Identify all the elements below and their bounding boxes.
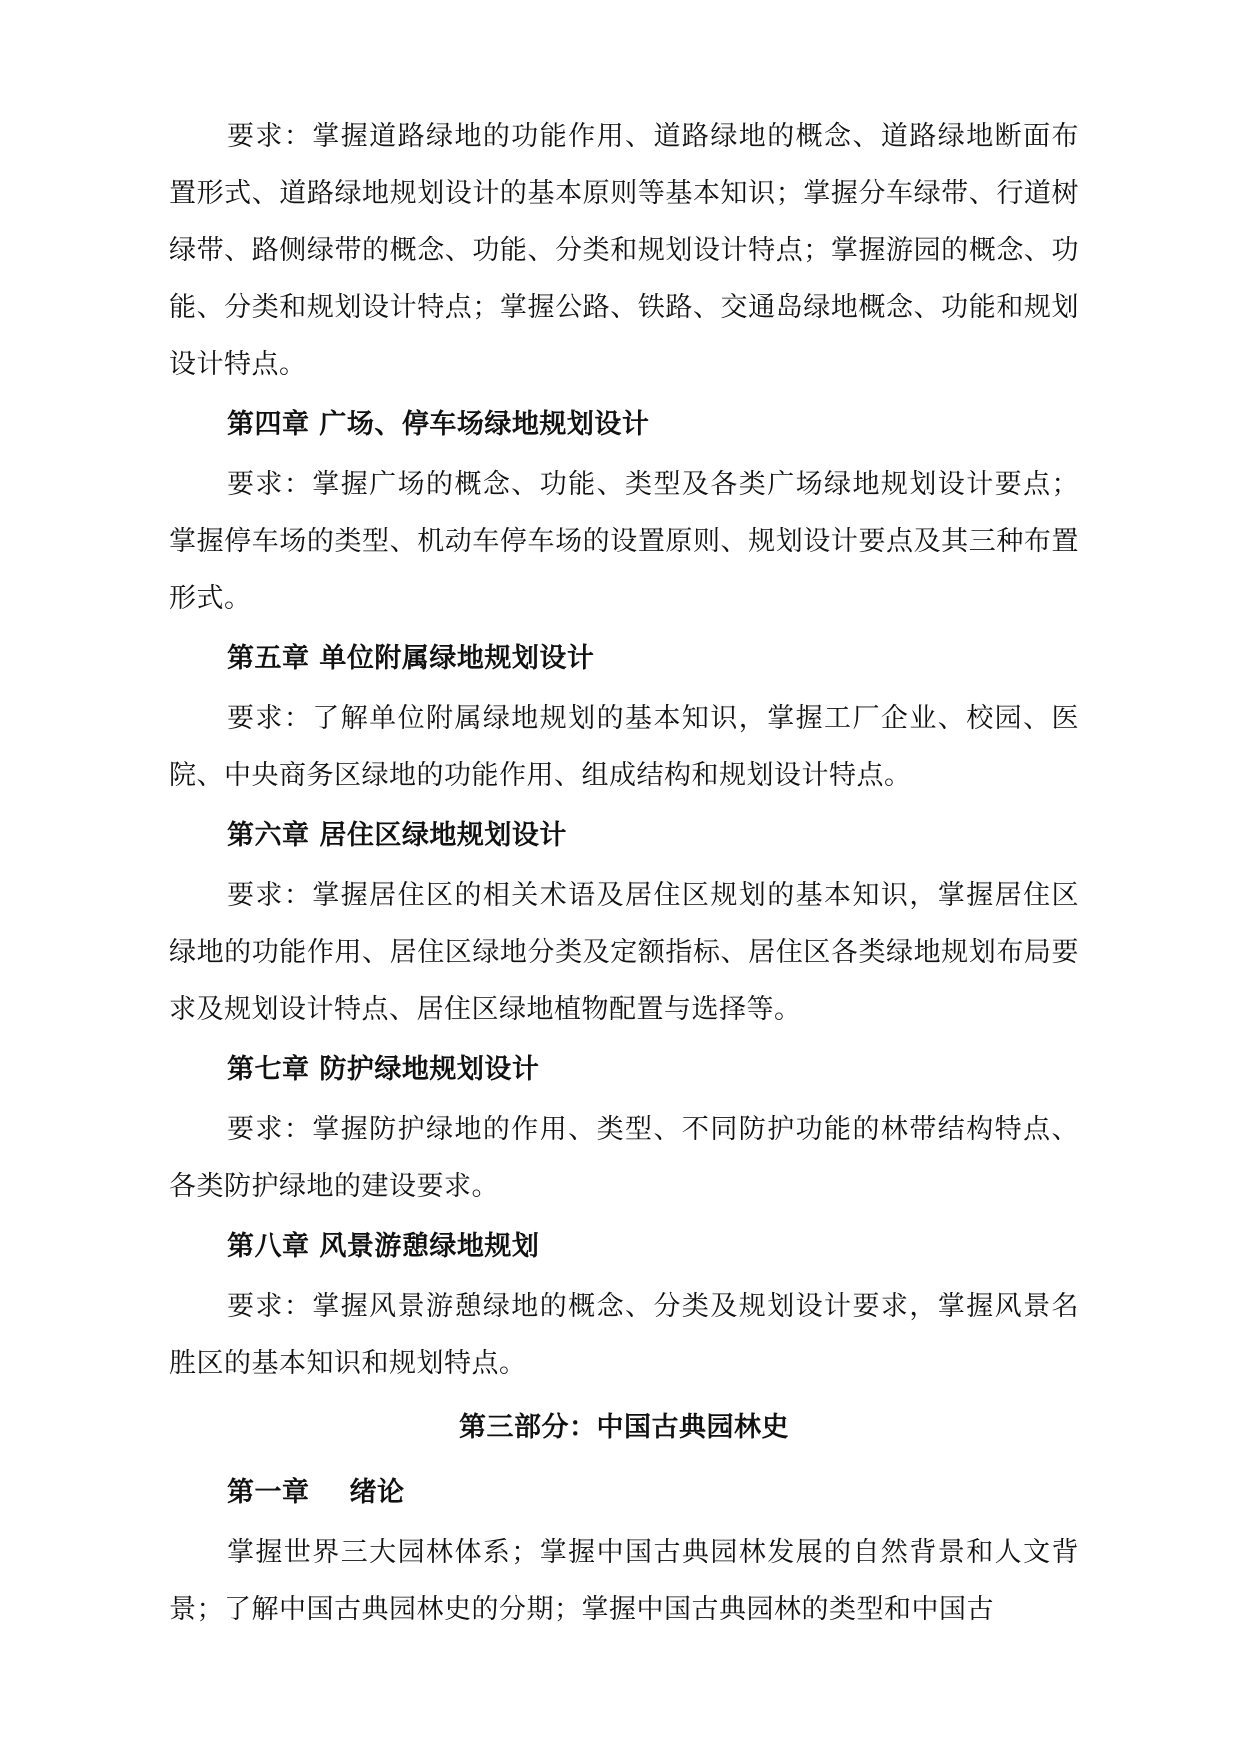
- part-3-chapter-1-text: 掌握世界三大园林体系；掌握中国古典园林发展的自然背景和人文背景；了解中国古典园林史的分期；掌握中国古典园林的类型和中国古: [169, 1537, 1079, 1625]
- chapter-4-requirements: 要求：掌握广场的概念、功能、类型及各类广场绿地规划设计要点；掌握停车场的类型、机动车停车场的设置原则、规划设计要点及其三种布置形式。: [169, 469, 1079, 614]
- chapter-8-heading: 第八章 风景游憩绿地规划: [227, 1231, 540, 1262]
- part-3-chapter-1-heading: [169, 1464, 1079, 1521]
- chapter-6-requirements: 要求：掌握居住区的相关术语及居住区规划的基本知识，掌握居住区绿地的功能作用、居住区绿地分类及定额指标、居住区各类绿地规划布局要求及规划设计特点、居住区绿地植物配置与选择等。: [169, 880, 1079, 1025]
- chapter-5-requirements: 要求：了解单位附属绿地规划的基本知识，掌握工厂企业、校园、医院、中央商务区绿地的功能作用、组成结构和规划设计特点。: [169, 703, 1079, 791]
- chapter-number: 第一章: [227, 1477, 310, 1508]
- part-3-title: 第三部分：中国古典园林史: [459, 1412, 789, 1443]
- chapter-6-heading: 第六章 居住区绿地规划设计: [227, 820, 567, 851]
- document-body: [169, 108, 1079, 1638]
- chapter-7-heading: 第七章 防护绿地规划设计: [227, 1054, 540, 1085]
- chapter-8-requirements: 要求：掌握风景游憩绿地的概念、分类及规划设计要求，掌握风景名胜区的基本知识和规划特点。: [169, 1291, 1079, 1379]
- chapter-title: 绪论: [349, 1477, 405, 1508]
- chapter-4-heading: 第四章 广场、停车场绿地规划设计: [227, 409, 650, 440]
- chapter-7-requirements: 要求：掌握防护绿地的作用、类型、不同防护功能的林带结构特点、各类防护绿地的建设要求。: [169, 1114, 1079, 1202]
- chapter-5-heading: 第五章 单位附属绿地规划设计: [227, 643, 595, 674]
- intro-paragraph: 要求：掌握道路绿地的功能作用、道路绿地的概念、道路绿地断面布置形式、道路绿地规划设计的基本原则等基本知识；掌握分车绿带、行道树绿带、路侧绿带的概念、功能、分类和规划设计特点；掌握游园的概念、功能、分类和规划设计特点；掌握公路、铁路、交通岛绿地概念、功能和规划设计特点。: [169, 121, 1079, 380]
